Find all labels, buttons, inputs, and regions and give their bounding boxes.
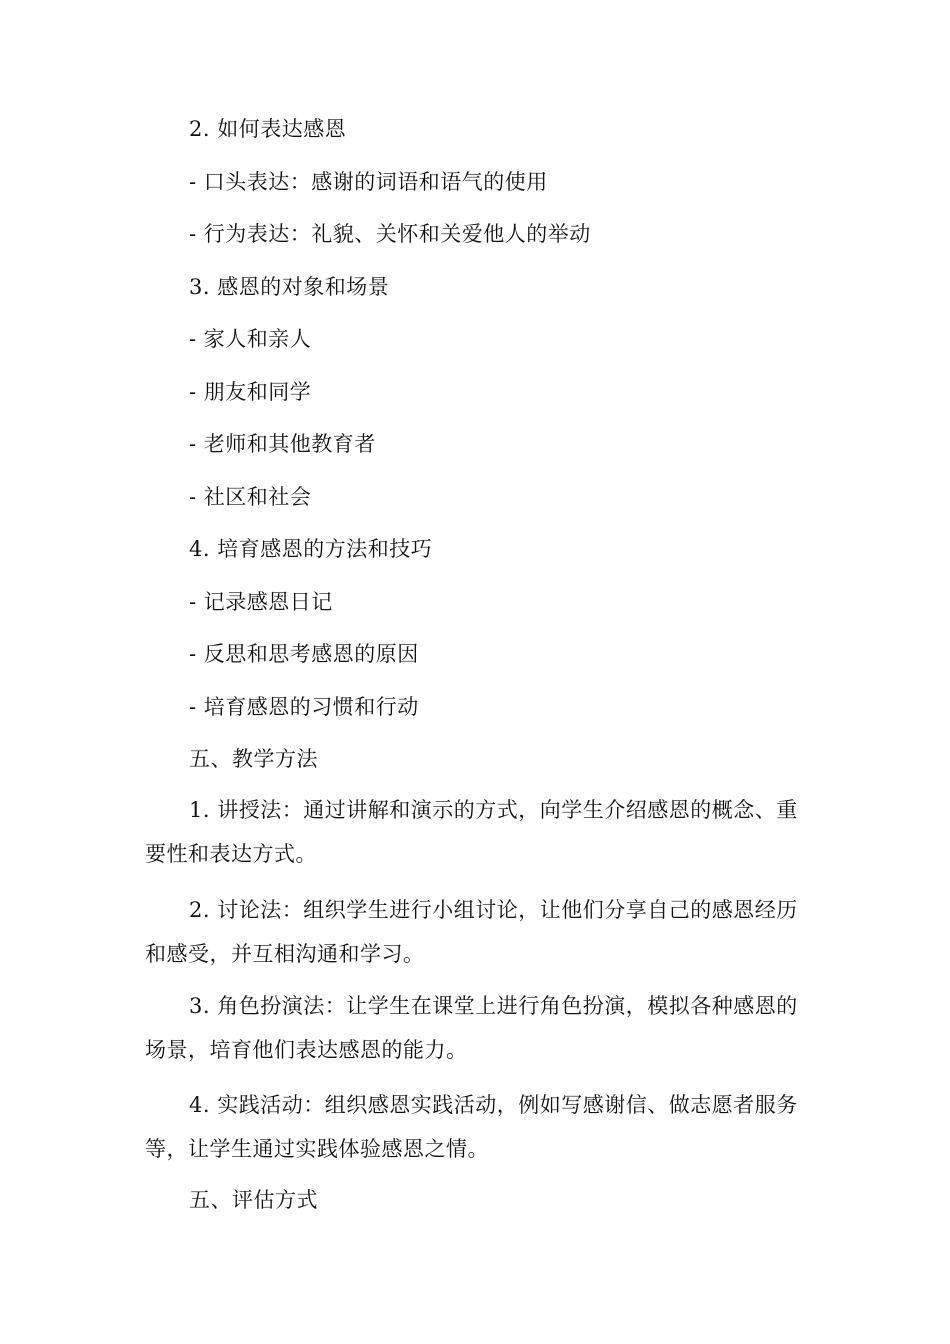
list-item: - 家人和亲人 xyxy=(189,327,312,351)
paragraph-role-play-method: 3. 角色扮演法：让学生在课堂上进行角色扮演，模拟各种感恩的场景，培育他们表达感恩的能力。 xyxy=(145,994,798,1062)
section-heading-methods-skills: 4. 培育感恩的方法和技巧 xyxy=(189,537,433,561)
paragraph-practice-activity: 4. 实践活动：组织感恩实践活动，例如写感谢信、做志愿者服务等，让学生通过实践体验感恩之情。 xyxy=(145,1093,798,1161)
list-item: - 培育感恩的习惯和行动 xyxy=(189,695,419,719)
list-item: - 记录感恩日记 xyxy=(189,590,333,614)
list-item: - 朋友和同学 xyxy=(189,380,312,404)
list-item: - 社区和社会 xyxy=(189,485,312,509)
section-heading-express-gratitude: 2. 如何表达感恩 xyxy=(189,117,347,141)
list-item: - 口头表达：感谢的词语和语气的使用 xyxy=(189,170,548,194)
section-heading-assessment: 五、评估方式 xyxy=(189,1188,318,1212)
paragraph-discussion-method: 2. 讨论法：组织学生进行小组讨论，让他们分享自己的感恩经历和感受，并互相沟通和学习。 xyxy=(145,898,798,966)
list-item: - 反思和思考感恩的原因 xyxy=(189,642,419,666)
list-item: - 行为表达：礼貌、关怀和关爱他人的举动 xyxy=(189,222,591,246)
paragraph-lecture-method: 1. 讲授法：通过讲解和演示的方式，向学生介绍感恩的概念、重要性和表达方式。 xyxy=(145,798,798,866)
section-heading-teaching-methods: 五、教学方法 xyxy=(189,747,318,771)
list-item: - 老师和其他教育者 xyxy=(189,432,376,456)
section-heading-objects-scenes: 3. 感恩的对象和场景 xyxy=(189,275,390,299)
